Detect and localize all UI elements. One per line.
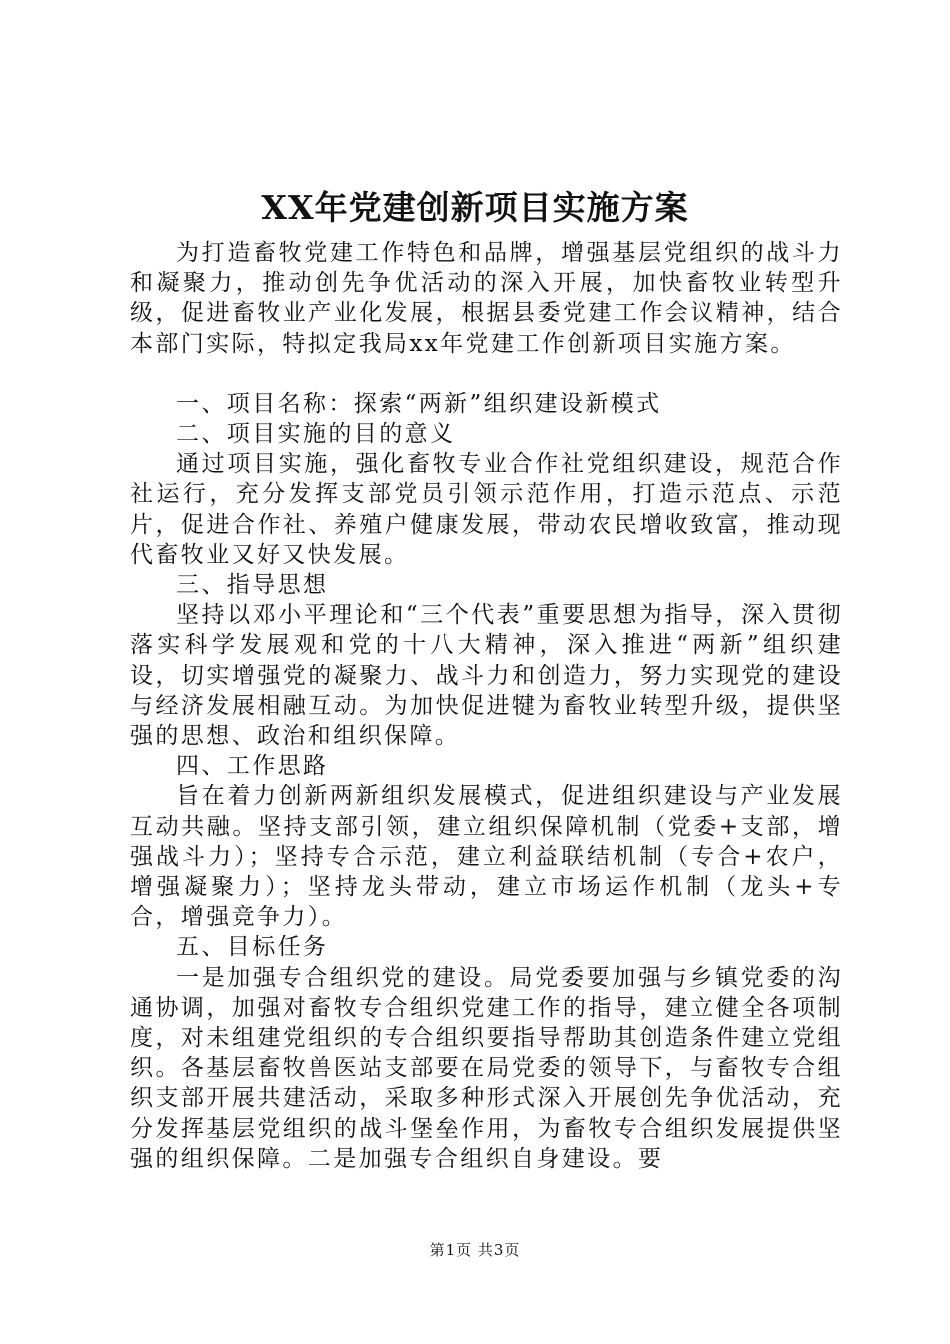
document-title: XX年党建创新项目实施方案: [261, 188, 689, 227]
work-approach-paragraph: 旨在着力创新两新组织发展模式，促进组织建设与产业发展互动共融。坚持支部引领，建立组织保障机制（党委+支部，增强战斗力）；坚持专合示范，建立利益联结机制（专合+农户，增强凝聚力）；坚持龙头带动，建立市场运作机制（龙头+专合，增强竞争力）。: [130, 783, 843, 931]
guiding-thought-paragraph: 坚持以邓小平理论和“三个代表”重要思想为指导，深入贯彻落实科学发展观和党的十八大精神，深入推进“两新”组织建设，切实增强党的凝聚力、战斗力和创造力，努力实现党的建设与经济发展相融互动。为加快促进犍为畜牧业转型升级，提供坚强的思想、政治和组织保障。: [130, 602, 843, 750]
section-heading-purpose: 二、项目实施的目的意义: [176, 421, 456, 448]
document-body: [130, 238, 843, 1174]
goals-paragraph: 一是加强专合组织党的建设。局党委要加强与乡镇党委的沟通协调，加强对畜牧专合组织党建工作的指导，建立健全各项制度，对未组建党组织的专合组织要指导帮助其创造条件建立党组织。各基层畜牧兽医站支部要在局党委的领导下，与畜牧专合组织支部开展共建活动，采取多种形式深入开展创先争优活动，充分发挥基层党组织的战斗堡垒作用，为畜牧专合组织发展提供坚强的组织保障。二是加强专合组织自身建设。要: [130, 964, 843, 1172]
section-heading-work-approach: 四、工作思路: [176, 753, 329, 780]
section-heading-guiding-thought: 三、指导思想: [176, 572, 329, 599]
intro-paragraph: 为打造畜牧党建工作特色和品牌，增强基层党组织的战斗力和凝聚力，推动创先争优活动的深入开展，加快畜牧业转型升级，促进畜牧业产业化发展，根据县委党建工作会议精神，结合本部门实际，特拟定我局xx年党建工作创新项目实施方案。: [130, 240, 843, 357]
purpose-paragraph: 通过项目实施，强化畜牧专业合作社党组织建设，规范合作社运行，充分发挥支部党员引领示范作用，打造示范点、示范片，促进合作社、养殖户健康发展，带动农民增收致富，推动现代畜牧业又好又快发展。: [130, 451, 843, 568]
section-heading-goals: 五、目标任务: [176, 934, 329, 961]
section-heading-project-name: 一、项目名称：探索“两新”组织建设新模式: [176, 390, 662, 417]
page-footer: 第1页 共3页: [429, 1241, 521, 1259]
